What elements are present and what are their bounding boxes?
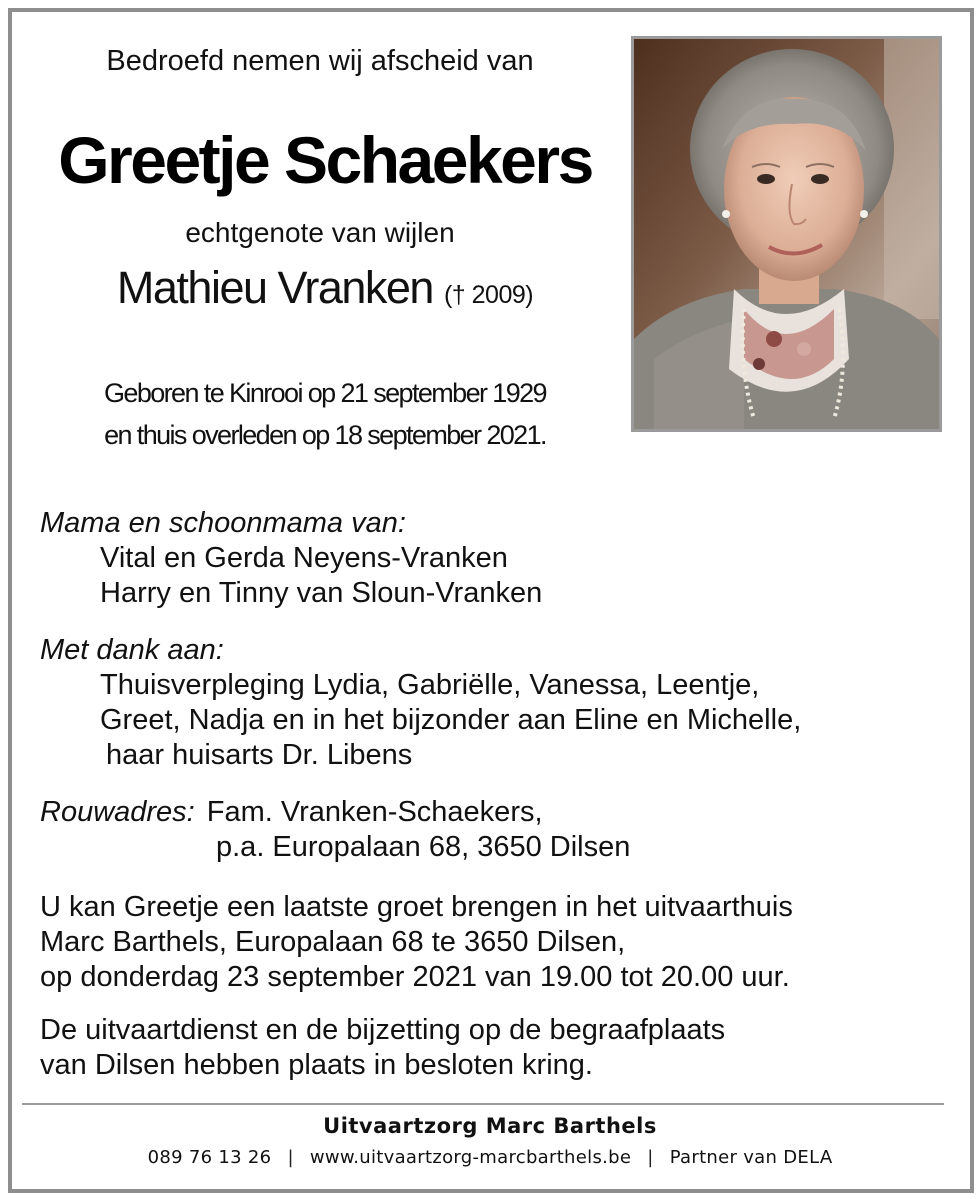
company-name: Uitvaartzorg Marc Barthels [323, 1114, 657, 1138]
death-line: en thuis overleden op 18 september 2021. [104, 420, 546, 450]
children-section [40, 506, 940, 611]
spouse-death-year: († 2009) [443, 281, 534, 309]
visitation-line: op donderdag 23 september 2021 van 19.00 tot 20.00 uur. [40, 961, 790, 993]
life-dates [20, 372, 630, 456]
footer-contact [0, 1144, 980, 1172]
thanks-line: haar huisarts Dr. Libens [106, 739, 413, 771]
children-label: Mama en schoonmama van: [40, 507, 406, 539]
child-line: Harry en Tinny van Sloun-Vranken [100, 577, 543, 609]
visitation-line: Marc Barthels, Europalaan 68 te 3650 Dilsen, [40, 926, 626, 958]
partner-text: Partner van DELA [669, 1147, 833, 1168]
visitation-section [40, 890, 940, 995]
deceased-name: Greetje Schaekers [58, 123, 592, 197]
spouse-intro: echtgenote van wijlen [185, 217, 455, 248]
separator: | [647, 1147, 654, 1168]
footer-divider [22, 1103, 944, 1105]
address-first-line [40, 795, 940, 830]
portrait-photo [631, 36, 942, 432]
child-line: Vital en Gerda Neyens-Vranken [100, 542, 508, 574]
separator: | [287, 1147, 294, 1168]
address-label: Rouwadres: [40, 796, 195, 828]
portrait-illustration [634, 39, 939, 429]
thanks-label: Met dank aan: [40, 634, 224, 666]
funeral-section [40, 1013, 940, 1083]
visitation-line: U kan Greetje een laatste groet brengen in het uitvaarthuis [40, 891, 793, 923]
funeral-line: De uitvaartdienst en de bijzetting op de begraafplaats [40, 1014, 726, 1046]
address-street: p.a. Europalaan 68, 3650 Dilsen [216, 831, 631, 863]
spouse-name: Mathieu Vranken [116, 262, 433, 313]
intro-text: Bedroefd nemen wij afscheid van [106, 45, 534, 77]
thanks-section [40, 633, 940, 773]
address-section [40, 795, 940, 865]
funeral-line: van Dilsen hebben plaats in besloten kring. [40, 1049, 593, 1081]
thanks-line: Thuisverpleging Lydia, Gabriëlle, Vanessa, Leentje, [100, 669, 760, 701]
spouse-line [20, 260, 630, 323]
phone-number[interactable]: 089 76 13 26 [147, 1147, 272, 1168]
birth-line: Geboren te Kinrooi op 21 september 1929 [104, 378, 546, 408]
website-link[interactable]: www.uitvaartzorg-marcbarthels.be [309, 1147, 632, 1168]
address-family: Fam. Vranken-Schaekers, [206, 796, 543, 828]
thanks-line: Greet, Nadja en in het bijzonder aan Eline en Michelle, [100, 704, 802, 736]
